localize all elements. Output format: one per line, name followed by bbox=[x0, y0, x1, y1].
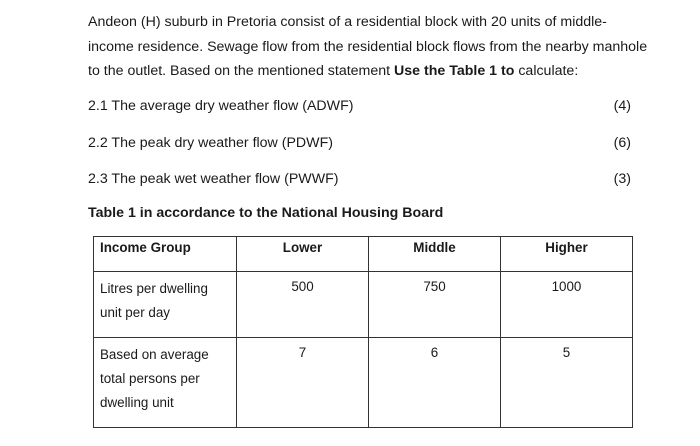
header-middle: Middle bbox=[369, 237, 501, 272]
cell-lower: 500 bbox=[237, 272, 369, 338]
question-marks: (3) bbox=[613, 171, 631, 187]
cell-lower: 7 bbox=[237, 338, 369, 428]
table-row bbox=[94, 338, 633, 428]
header-higher: Higher bbox=[501, 237, 633, 272]
housing-table bbox=[93, 236, 633, 428]
question-2-2 bbox=[88, 133, 648, 153]
row-label: Based on average total persons per dwelling unit bbox=[94, 338, 237, 428]
header-income-group: Income Group bbox=[94, 237, 237, 272]
intro-text-after: calculate: bbox=[514, 63, 579, 79]
cell-middle: 6 bbox=[369, 338, 501, 428]
question-text: 2.2 The peak dry weather flow (PDWF) bbox=[88, 135, 333, 151]
table-header-row bbox=[94, 237, 633, 272]
cell-middle: 750 bbox=[369, 272, 501, 338]
row-label: Litres per dwelling unit per day bbox=[94, 272, 237, 338]
table-row bbox=[94, 272, 633, 338]
cell-higher: 1000 bbox=[501, 272, 633, 338]
question-marks: (6) bbox=[613, 135, 631, 151]
question-text: 2.3 The peak wet weather flow (PWWF) bbox=[88, 171, 339, 187]
header-lower: Lower bbox=[237, 237, 369, 272]
cell-higher: 5 bbox=[501, 338, 633, 428]
table-title: Table 1 in accordance to the National Housing Board bbox=[88, 205, 444, 221]
question-marks: (4) bbox=[613, 98, 631, 114]
intro-bold-text: Use the Table 1 to bbox=[394, 63, 515, 79]
intro-paragraph bbox=[88, 10, 648, 84]
question-2-1 bbox=[88, 96, 648, 116]
question-2-3 bbox=[88, 169, 648, 189]
question-text: 2.1 The average dry weather flow (ADWF) bbox=[88, 98, 354, 114]
intro-text-before: Andeon (H) suburb in Pretoria consist of a residential block with 20 units of middle-income residence. Sewage flow from the residential block flows from the nearby manhole to the outlet. Based on the mentioned statement bbox=[88, 14, 648, 79]
